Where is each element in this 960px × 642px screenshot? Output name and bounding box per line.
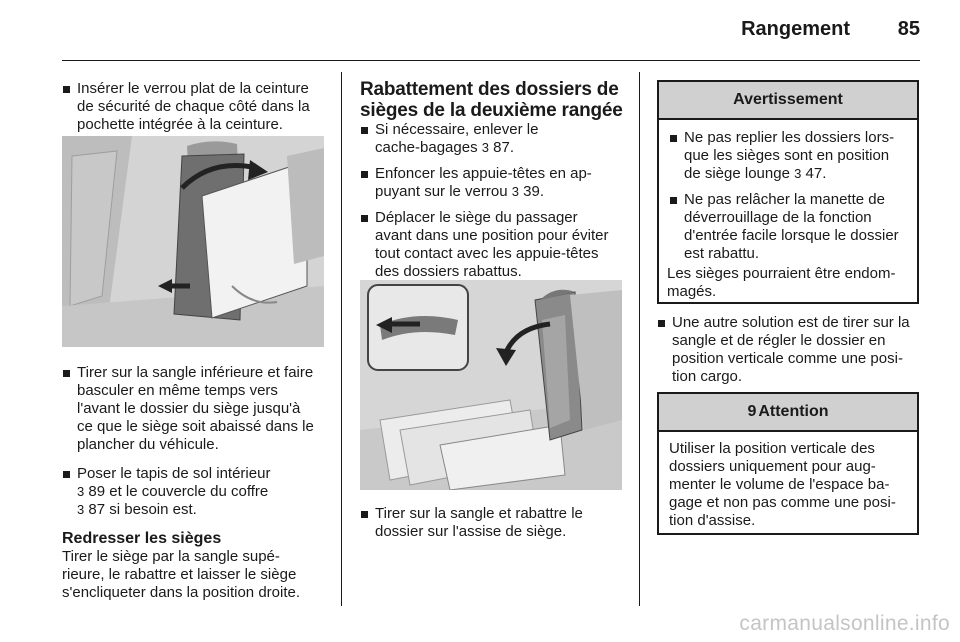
figure-seat-fold-1 (62, 136, 324, 347)
page-header-title: Rangement (741, 18, 850, 40)
text-line: plancher du véhicule. (77, 436, 219, 453)
column-3-middle (657, 314, 925, 386)
text-line: Si nécessaire, enlever le (375, 121, 539, 138)
text-line: tion d'assise. (669, 512, 756, 529)
text-line: déverrouillage de la fonction (684, 209, 872, 226)
heading-line: sièges de la deuxième rangée (360, 100, 623, 121)
attention-box-body (659, 432, 917, 530)
column-1-top (62, 80, 334, 134)
text-line: magés. (667, 283, 717, 300)
text-line: Ne pas relâcher la manette de (684, 191, 885, 208)
bullet-item (657, 314, 925, 386)
text-line: basculer en même temps vers (77, 382, 278, 399)
text-line: position verticale comme une posi- (672, 350, 903, 367)
reference-text: 87. (493, 139, 515, 156)
column-divider-2 (639, 72, 640, 606)
text-line: Utiliser la position verticale des (669, 440, 875, 457)
text-segment: de siège lounge (684, 165, 790, 182)
heading-line: Rabattement des dossiers de (360, 79, 619, 100)
text-line: tion cargo. (672, 368, 743, 385)
attention-box (657, 392, 919, 535)
reference-text: 47. (805, 165, 827, 182)
bullet-item (360, 165, 632, 201)
text-line: ce que le siège soit abaissé dans le (77, 418, 314, 435)
text-line: pochette intégrée à la ceinture. (77, 116, 283, 133)
text-line: de sécurité de chaque côté dans la (77, 98, 310, 115)
text-line: d'entrée facile lorsque le dossier (684, 227, 899, 244)
text-line: que les sièges sont en position (684, 147, 890, 164)
column-1-bottom (62, 364, 334, 602)
paragraph (62, 548, 334, 602)
reference-text: 39. (523, 183, 545, 200)
reference-text: 89 et le couvercle du coffre (88, 483, 269, 500)
section-heading (360, 79, 632, 121)
text-line: Tirer sur la sangle et rabattre le (375, 505, 583, 522)
bullet-item (360, 121, 632, 157)
text-line: Poser le tapis de sol intérieur (77, 465, 271, 482)
warning-box (657, 80, 919, 304)
text-line (684, 165, 909, 183)
bullet-item (62, 364, 334, 454)
text-line: dossier sur l'assise de siège. (375, 523, 567, 540)
warning-box-title: Avertissement (659, 82, 917, 120)
seat-fold-illustration-1 (62, 136, 324, 347)
column-2-bottom (360, 505, 632, 541)
bullet-item (669, 191, 909, 263)
arrow-reference-icon: 3 (77, 502, 85, 517)
text-segment: puyant sur le verrou (375, 183, 508, 200)
bullet-item (360, 209, 632, 281)
arrow-reference-icon: 3 (794, 166, 802, 181)
text-line: Ne pas replier les dossiers lors- (684, 129, 895, 146)
arrow-reference-icon: 3 (511, 184, 519, 199)
text-line: des dossiers rabattus. (375, 263, 522, 280)
text-line: Une autre solution est de tirer sur la (672, 314, 910, 331)
attention-box-title-row (659, 394, 917, 432)
arrow-reference-icon: 3 (481, 140, 489, 155)
page-number: 85 (897, 18, 920, 40)
text-line: est rabattu. (684, 245, 760, 262)
bullet-item (62, 80, 334, 134)
text-line (77, 483, 334, 501)
text-line: l'avant le dossier du siège jusqu'à (77, 400, 301, 417)
figure-seat-fold-2 (360, 280, 622, 490)
text-line: Les sièges pourraient être endom- (667, 265, 896, 282)
text-line: rieure, le rabattre et laisser le siège (62, 566, 297, 583)
bullet-item (360, 505, 632, 541)
text-line: Tirer sur la sangle inférieure et faire (77, 364, 314, 381)
column-divider-1 (341, 72, 342, 606)
text-line: gage et non pas comme une posi- (669, 494, 896, 511)
attention-box-title: Attention (758, 403, 829, 420)
text-line: avant dans une position pour éviter (375, 227, 609, 244)
bullet-item (669, 129, 909, 183)
paragraph (667, 265, 909, 301)
header-rule (62, 60, 920, 61)
text-line: menter le volume de l'espace ba- (669, 476, 890, 493)
text-line: s'encliqueter dans la position droite. (62, 584, 301, 601)
column-2-top (360, 79, 632, 281)
text-line: Insérer le verrou plat de la ceinture (77, 80, 309, 97)
text-line: Tirer le siège par la sangle supé- (62, 548, 280, 565)
reference-text: 87 si besoin est. (88, 501, 197, 518)
text-line: Enfoncer les appuie-têtes en ap- (375, 165, 592, 182)
text-line: dossiers uniquement pour aug- (669, 458, 876, 475)
warning-box-body (659, 120, 917, 301)
text-line (77, 501, 334, 519)
watermark: carmanualsonline.info (739, 612, 950, 635)
warning-triangle-icon: 9 (747, 403, 757, 420)
text-segment: cache-bagages (375, 139, 478, 156)
text-line (375, 139, 632, 157)
subheading: Redresser les sièges (62, 530, 222, 547)
text-line (375, 183, 632, 201)
text-line: Déplacer le siège du passager (375, 209, 578, 226)
arrow-reference-icon: 3 (77, 484, 85, 499)
seat-fold-illustration-2 (360, 280, 622, 490)
text-line: sangle et de régler le dossier en (672, 332, 886, 349)
bullet-item (62, 465, 334, 519)
text-line: tout contact avec les appuie-têtes (375, 245, 599, 262)
